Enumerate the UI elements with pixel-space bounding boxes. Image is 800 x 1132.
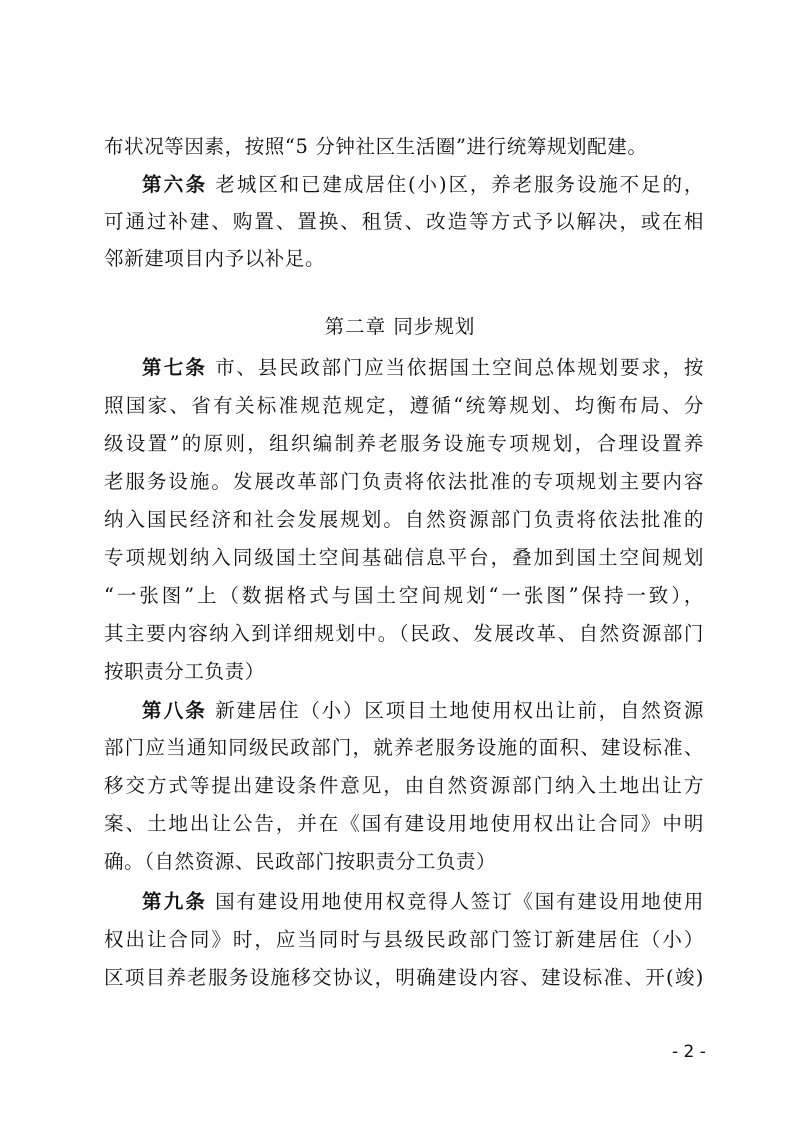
article-9-line-3: 区项目养老服务设施移交协议，明确建设内容、建设标准、开(竣) [104,966,704,989]
chapter-heading: 第二章 同步规划 [324,315,476,338]
article-9-line-2: 权出让合同》时，应当同时与县级民政部门签订新建居住（小） [104,928,704,951]
article-7-line-1 [142,349,704,387]
article-label: 第九条 [142,890,208,913]
article-8-line-3: 移交方式等提出建设条件意见，由自然资源部门纳入土地出让方 [104,774,704,797]
article-text: 老城区和已建成居住(小)区，养老服务设施不足的， [215,173,704,196]
article-7-line-8: 其主要内容纳入到详细规划中。（民政、发展改革、自然资源部门 [104,622,704,645]
article-8-line-5: 确。（自然资源、民政部门按职责分工负责） [104,850,497,873]
article-6-line-1 [142,166,704,204]
page-number: - 2 - [672,1042,706,1062]
paragraph-line: 布状况等因素，按照“5 分钟社区生活圈”进行统筹规划配建。 [104,135,648,158]
article-text: 国有建设用地使用权竞得人签订《国有建设用地使用 [215,890,704,913]
article-label: 第六条 [142,173,208,196]
article-7-line-4: 老服务设施。发展改革部门负责将依法批准的专项规划主要内容 [104,470,704,493]
article-6-line-2: 可通过补建、购置、置换、租赁、改造等方式予以解决，或在相 [104,210,704,233]
article-9-line-1 [142,883,704,921]
article-8-line-4: 案、土地出让公告，并在《国有建设用地使用权出让合同》中明 [104,812,704,835]
article-text: 市、县民政部门应当依据国土空间总体规划要求，按 [215,356,704,379]
article-7-line-3: 级设置”的原则，组织编制养老服务设施专项规划，合理设置养 [104,432,704,455]
article-7-line-9: 按职责分工负责） [104,660,265,683]
article-7-line-6: 专项规划纳入同级国土空间基础信息平台，叠加到国土空间规划 [104,546,704,569]
article-label: 第七条 [142,356,208,379]
article-8-line-1 [142,692,704,730]
article-8-line-2: 部门应当通知同级民政部门，就养老服务设施的面积、建设标准、 [104,736,704,759]
article-7-line-7: “一张图”上（数据格式与国土空间规划“一张图”保持一致）， [104,584,704,607]
article-label: 第八条 [142,699,208,722]
article-7-line-5: 纳入国民经济和社会发展规划。自然资源部门负责将依法批准的 [104,508,704,531]
article-text: 新建居住（小）区项目土地使用权出让前，自然资源 [215,699,704,722]
article-6-line-3: 邻新建项目内予以补足。 [104,247,326,270]
article-7-line-2: 照国家、省有关标准规范规定，遵循“统筹规划、均衡布局、分 [104,394,704,417]
